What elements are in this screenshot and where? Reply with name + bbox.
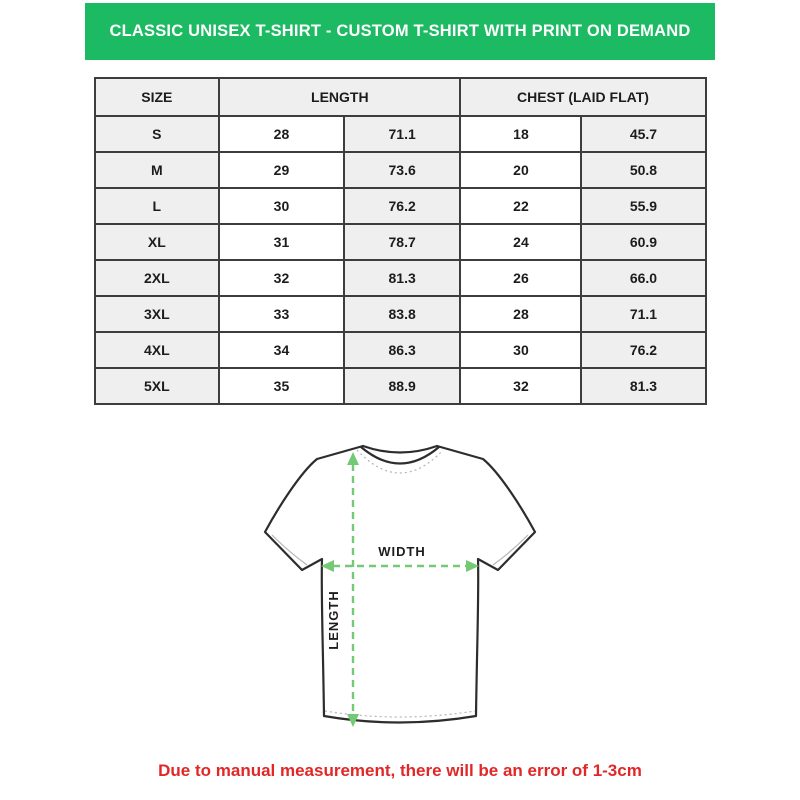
measurement-error-note: Due to manual measurement, there will be an error of 1-3cm bbox=[158, 761, 642, 780]
table-row bbox=[95, 260, 706, 296]
length-in-cell: 35 bbox=[219, 368, 344, 404]
length-cm-cell: 76.2 bbox=[344, 188, 461, 224]
size-cell: L bbox=[95, 188, 220, 224]
chest-in-cell: 20 bbox=[460, 152, 581, 188]
chest-in-cell: 30 bbox=[460, 332, 581, 368]
chest-cm-cell: 76.2 bbox=[581, 332, 705, 368]
length-in-cell: 32 bbox=[219, 260, 344, 296]
chest-in-cell: 28 bbox=[460, 296, 581, 332]
size-chart-table bbox=[94, 77, 707, 405]
size-cell: 2XL bbox=[95, 260, 220, 296]
length-cm-cell: 71.1 bbox=[344, 116, 461, 152]
length-cm-cell: 81.3 bbox=[344, 260, 461, 296]
length-in-cell: 29 bbox=[219, 152, 344, 188]
length-in-cell: 31 bbox=[219, 224, 344, 260]
length-cm-cell: 86.3 bbox=[344, 332, 461, 368]
length-cm-cell: 73.6 bbox=[344, 152, 461, 188]
length-cm-cell: 83.8 bbox=[344, 296, 461, 332]
chest-in-cell: 18 bbox=[460, 116, 581, 152]
chest-cm-cell: 50.8 bbox=[581, 152, 705, 188]
table-row bbox=[95, 188, 706, 224]
tshirt-diagram bbox=[250, 428, 550, 763]
chest-cm-cell: 71.1 bbox=[581, 296, 705, 332]
length-in-cell: 30 bbox=[219, 188, 344, 224]
chest-cm-cell: 66.0 bbox=[581, 260, 705, 296]
size-cell: 3XL bbox=[95, 296, 220, 332]
table-header-row bbox=[95, 78, 706, 116]
length-in-cell: 33 bbox=[219, 296, 344, 332]
table-row bbox=[95, 368, 706, 404]
chest-cm-cell: 55.9 bbox=[581, 188, 705, 224]
chest-in-cell: 26 bbox=[460, 260, 581, 296]
size-cell: 4XL bbox=[95, 332, 220, 368]
size-table-body bbox=[95, 116, 706, 404]
col-header-size: SIZE bbox=[95, 78, 220, 116]
table-row bbox=[95, 296, 706, 332]
col-header-chest: CHEST (LAID FLAT) bbox=[460, 78, 705, 116]
length-cm-cell: 78.7 bbox=[344, 224, 461, 260]
size-cell: S bbox=[95, 116, 220, 152]
header-banner bbox=[85, 3, 715, 60]
table-row bbox=[95, 152, 706, 188]
size-cell: 5XL bbox=[95, 368, 220, 404]
width-label: WIDTH bbox=[378, 544, 426, 559]
page-title: CLASSIC UNISEX T-SHIRT - CUSTOM T-SHIRT WITH PRINT ON DEMAND bbox=[109, 22, 691, 40]
table-row bbox=[95, 332, 706, 368]
chest-in-cell: 24 bbox=[460, 224, 581, 260]
tshirt-outline bbox=[265, 446, 535, 723]
length-label: LENGTH bbox=[326, 590, 341, 650]
chest-in-cell: 22 bbox=[460, 188, 581, 224]
table-row bbox=[95, 116, 706, 152]
length-in-cell: 34 bbox=[219, 332, 344, 368]
length-in-cell: 28 bbox=[219, 116, 344, 152]
table-row bbox=[95, 224, 706, 260]
chest-cm-cell: 60.9 bbox=[581, 224, 705, 260]
size-cell: M bbox=[95, 152, 220, 188]
chest-cm-cell: 45.7 bbox=[581, 116, 705, 152]
chest-in-cell: 32 bbox=[460, 368, 581, 404]
tshirt-diagram-svg bbox=[250, 428, 550, 763]
size-cell: XL bbox=[95, 224, 220, 260]
length-cm-cell: 88.9 bbox=[344, 368, 461, 404]
col-header-length: LENGTH bbox=[219, 78, 460, 116]
chest-cm-cell: 81.3 bbox=[581, 368, 705, 404]
